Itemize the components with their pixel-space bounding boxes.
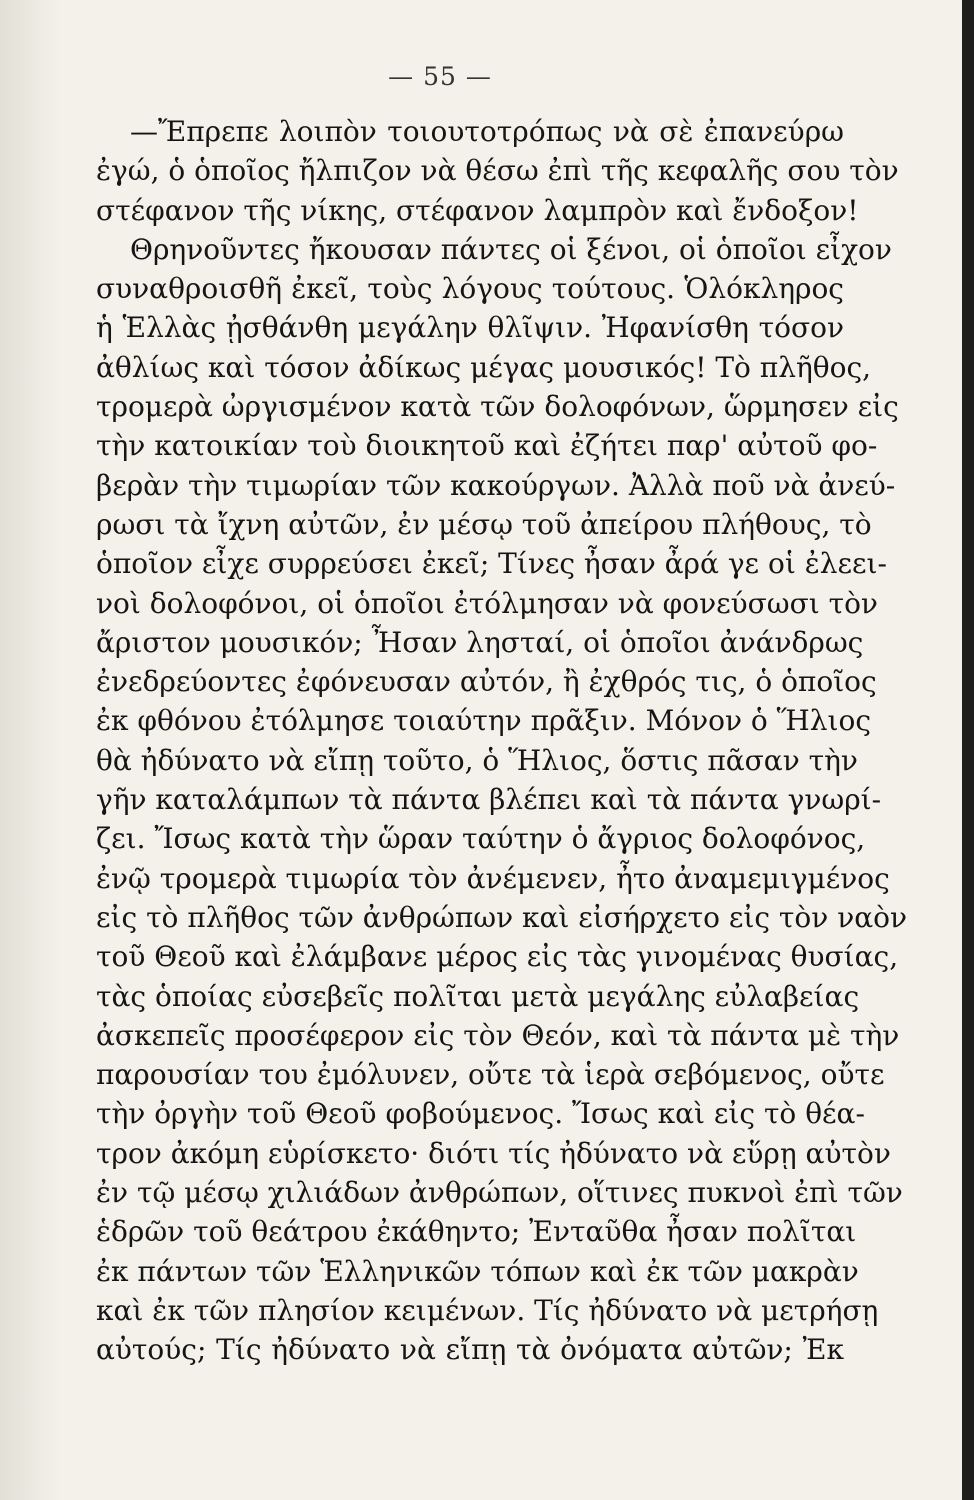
text-line: παρουσίαν του ἐμόλυνεν, οὔτε τὰ ἱερὰ σεβόμενος, οὔτε [96,1058,885,1092]
page-number: — 55 — [388,62,492,91]
text-line: ρωσι τὰ ἴχνη αὐτῶν, ἐν μέσῳ τοῦ ἀπείρου πλήθους, τὸ [96,507,872,541]
text-line: ἀσκεπεῖς προσέφερον εἰς τὸν Θεόν, καὶ τὰ πάντα μὲ τὴν [96,1018,900,1052]
text-line: στέφανον τῆς νίκης, στέφανον λαμπρὸν καὶ ἔνδοξον! [96,193,859,227]
text-line: ζει. Ἴσως κατὰ τὴν ὥραν ταύτην ὁ ἄγριος δολοφόνος, [96,822,866,856]
text-line: εἰς τὸ πλῆθος τῶν ἀνθρώπων καὶ εἰσήρχετο εἰς τὸν ναὸν [96,900,908,934]
text-line: ἐνῷ τρομερὰ τιμωρία τὸν ἀνέμενεν, ἦτο ἀναμεμιγμένος [96,861,890,895]
text-line: τοῦ Θεοῦ καὶ ἐλάμβανε μέρος εἰς τὰς γινομένας θυσίας, [96,940,899,974]
text-line: ὁποῖον εἶχε συρρεύσει ἐκεῖ; Τίνες ἦσαν ἆρά γε οἱ ἐλεει- [96,547,887,581]
text-line: τρομερὰ ὠργισμένον κατὰ τῶν δολοφόνων, ὥρμησεν εἰς [96,390,899,424]
text-line: βερὰν τὴν τιμωρίαν τῶν κακούργων. Ἀλλὰ ποῦ νὰ ἀνεύ- [96,468,896,502]
text-line: Θρηνοῦντες ἤκουσαν πάντες οἱ ξένοι, οἱ ὁποῖοι εἶχον [130,232,892,266]
text-line: γῆν καταλάμπων τὰ πάντα βλέπει καὶ τὰ πάντα γνωρί- [96,783,882,817]
text-line: ἡ Ἑλλὰς ᾐσθάνθη μεγάλην θλῖψιν. Ἠφανίσθη τόσον [96,311,844,345]
text-line: ἑδρῶν τοῦ θεάτρου ἐκάθηντο; Ἐνταῦθα ἦσαν πολῖται [96,1215,857,1249]
text-line: θὰ ἠδύνατο νὰ εἴπῃ τοῦτο, ὁ Ἥλιος, ὅστις πᾶσαν τὴν [96,743,858,777]
text-line: ἐν τῷ μέσῳ χιλιάδων ἀνθρώπων, οἵτινες πυκνοὶ ἐπὶ τῶν [96,1176,903,1210]
text-line: ἄριστον μουσικόν; Ἦσαν λησταί, οἱ ὁποῖοι ἀνάνδρως [96,625,864,659]
text-line: ἐνεδρεύοντες ἐφόνευσαν αὐτόν, ἢ ἐχθρός τις, ὁ ὁποῖος [96,665,877,699]
text-line: τὴν ὀργὴν τοῦ Θεοῦ φοβούμενος. Ἴσως καὶ εἰς τὸ θέα- [96,1097,865,1131]
text-line: καὶ ἐκ τῶν πλησίον κειμένων. Τίς ἠδύνατο νὰ μετρήσῃ [96,1293,879,1327]
text-line: τὰς ὁποίας εὐσεβεῖς πολῖται μετὰ μεγάλης εὐλαβείας [96,979,860,1013]
text-line: ἀθλίως καὶ τόσον ἀδίκως μέγας μουσικός! Τὸ πλῆθος, [96,350,872,384]
text-line: ἐκ φθόνου ἐτόλμησε τοιαύτην πρᾶξιν. Μόνον ὁ Ἥλιος [96,704,872,738]
body-text [96,112,908,1370]
text-line: αὐτούς; Τίς ἠδύνατο νὰ εἴπῃ τὰ ὀνόματα αὐτῶν; Ἐκ [96,1333,844,1367]
text-line: —Ἔπρεπε λοιπὸν τοιουτοτρόπως νὰ σὲ ἐπανεύρω [130,115,844,148]
text-line: νοὶ δολοφόνοι, οἱ ὁποῖοι ἐτόλμησαν νὰ φονεύσωσι τὸν [96,586,878,620]
text-line: ἐγώ, ὁ ὁποῖος ἤλπιζον νὰ θέσω ἐπὶ τῆς κεφαλῆς σου τὸν [96,154,899,188]
text-line: τρον ἀκόμη εὑρίσκετο· διότι τίς ἠδύνατο νὰ εὕρῃ αὐτὸν [96,1136,891,1170]
text-line: τὴν κατοικίαν τοὺ διοικητοῦ καὶ ἐζήτει παρ' αὐτοῦ φο- [96,429,878,463]
text-line: συναθροισθῆ ἐκεῖ, τοὺς λόγους τούτους. Ὁλόκληρος [96,272,844,306]
page-gutter-shadow [0,0,60,1500]
text-line: ἐκ πάντων τῶν Ἑλληνικῶν τόπων καὶ ἐκ τῶν μακρὰν [96,1254,859,1288]
